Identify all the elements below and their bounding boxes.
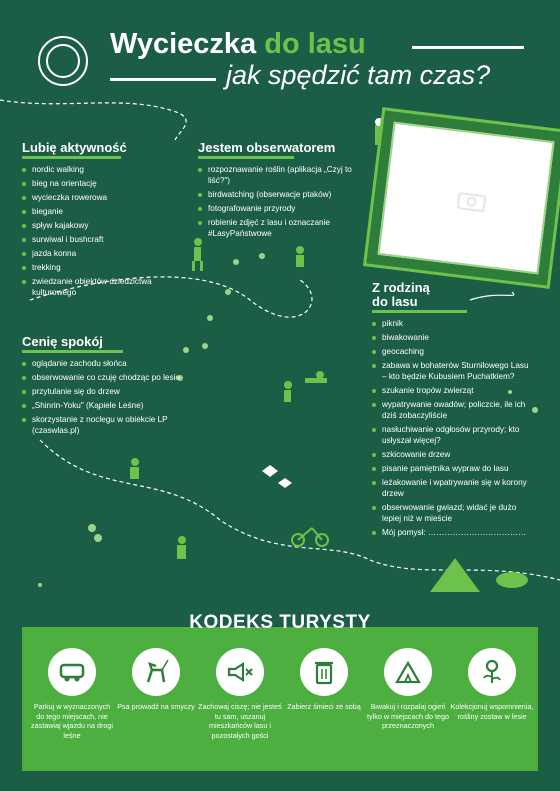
- tent-fire-icon: [384, 648, 432, 696]
- title-line-1: Z rodziną: [372, 280, 430, 295]
- list-item: fotografowanie przyrody: [198, 203, 358, 214]
- flower-icon: [468, 648, 516, 696]
- cyclist-icon: [292, 528, 328, 546]
- kodeks-item-camping: [366, 648, 450, 731]
- kodeks-item-dog: [114, 648, 198, 712]
- list-item: leżakowanie i wpatrywanie się w korony drzew: [372, 477, 530, 499]
- megaphone-muted-icon: [216, 648, 264, 696]
- resting-person-icon: [305, 371, 327, 383]
- calm-list: [22, 358, 190, 436]
- activity-list: [22, 164, 187, 298]
- list-item: spływ kajakowy: [22, 220, 187, 231]
- tent-icon: [430, 558, 480, 592]
- list-item: przytulanie się do drzew: [22, 386, 190, 397]
- photo-placeholder: [377, 122, 554, 275]
- list-item: szkicowanie drzew: [372, 449, 530, 460]
- observer-list: [198, 164, 358, 239]
- hiker-with-poles-icon: [177, 536, 186, 559]
- kodeks-item-flowers: [450, 648, 534, 721]
- list-item: jazda konna: [22, 248, 187, 259]
- list-item: skorzystanie z noclegu w obiekcie LP (czaswlas.pl): [22, 414, 190, 436]
- paw-prints-icon: [177, 253, 265, 381]
- list-item: obserwowanie co czuję chodząc po lesie: [22, 372, 190, 383]
- title-line-2: do lasu: [372, 294, 418, 309]
- list-item: bieganie: [22, 206, 187, 217]
- list-item: wycieczka rowerowa: [22, 192, 187, 203]
- kodeks-item-text: Kolekcjonuj wspomnienia, rośliny zostaw w lesie: [450, 702, 534, 721]
- hiker-icon: [192, 238, 203, 271]
- section-title: Cenię spokój: [22, 334, 190, 353]
- kodeks-item-trash: [282, 648, 366, 712]
- kodeks-item-text: Parkuj w wyznaczonych do tego miejscach, nie zastawiaj wjazdu na drogi leśne: [31, 702, 113, 740]
- section-active: [22, 140, 187, 301]
- list-item: zabawa w bohaterów Sturnilowego Lasu – kto będzie Kubusiem Puchatkiem?: [372, 360, 530, 382]
- list-item: pisanie pamiętnika wypraw do lasu: [372, 463, 530, 474]
- boar-icon: [496, 572, 528, 588]
- list-item: geocaching: [372, 346, 530, 357]
- kodeks-item-text: Zachowaj ciszę; nie jesteś tu sam, uszanuj mieszkańców lasu i pozostałych gości: [198, 702, 282, 740]
- kodeks-item-text: Zabierz śmieci ze sobą: [287, 702, 361, 711]
- camera-icon: [455, 188, 487, 213]
- list-item: obserwowanie gwiazd; widać je dużo lepiej niż w mieście: [372, 502, 530, 524]
- kodeks-item-text: Biwakuj i rozpalaj ogień tylko w miejscach do tego przeznaczonych: [367, 702, 449, 730]
- list-item: rozpoznawanie roślin (aplikacja „Czyj to liść?"): [198, 164, 358, 186]
- family-list: [372, 318, 530, 538]
- photo-frame: [363, 107, 560, 289]
- title-word-1: Wycieczka: [110, 28, 257, 60]
- title-word-2: do lasu: [264, 28, 366, 60]
- kodeks-item-text: Psa prowadź na smyczy: [117, 702, 195, 711]
- list-item: nasłuchiwanie odgłosów przyrody; kto usłyszał więcej?: [372, 424, 530, 446]
- car-icon: [48, 648, 96, 696]
- list-item: robienie zdjęć z lasu i oznaczanie #LasyPaństwowe: [198, 217, 358, 239]
- page-subtitle: jak spędzić tam czas?: [226, 60, 491, 90]
- list-item: „Shinrin-Yoku" (Kąpiele Leśne): [22, 400, 190, 411]
- photographer-icon: [296, 246, 304, 267]
- list-item: szukanie tropów zwierząt: [372, 385, 530, 396]
- list-item: trekking: [22, 262, 187, 273]
- list-item: birdwatching (obserwacje ptaków): [198, 189, 358, 200]
- section-title: Lubię aktywność: [22, 140, 187, 159]
- kodeks-item-parking: [30, 648, 114, 740]
- kodeks-title: KODEKS TURYSTY: [189, 612, 371, 633]
- list-item: biwakowanie: [372, 332, 530, 343]
- section-observer: [198, 140, 358, 242]
- section-calm: [22, 334, 190, 439]
- list-item: zwiedzanie obiektów dziedzictwa kulturowego: [22, 276, 187, 298]
- list-item: surwiwal i bushcraft: [22, 234, 187, 245]
- list-item: piknik: [372, 318, 530, 329]
- list-item: oglądanie zachodu słońca: [22, 358, 190, 369]
- list-item: Mój pomysł: ………………………………: [372, 527, 530, 538]
- section-family: [372, 281, 530, 541]
- dog-leash-icon: [132, 648, 180, 696]
- leaf-icon: [262, 465, 292, 488]
- list-item: wypatrywanie owadów; policzcie, ile ich dziś zobaczyliście: [372, 399, 530, 421]
- section-title: [372, 281, 530, 313]
- acorn-icon: [88, 524, 102, 542]
- section-title: Jestem obserwatorem: [198, 140, 358, 159]
- runner-icon: [284, 381, 292, 402]
- trash-bin-icon: [300, 648, 348, 696]
- list-item: nordic walking: [22, 164, 187, 175]
- kodeks-item-silence: [198, 648, 282, 740]
- list-item: bieg na orientację: [22, 178, 187, 189]
- crouching-person-icon: [130, 458, 139, 479]
